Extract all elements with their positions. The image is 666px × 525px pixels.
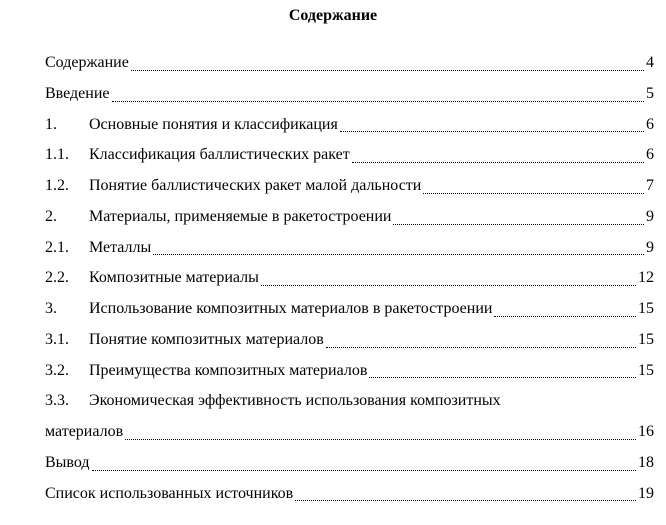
toc-entry-page: 15: [638, 361, 654, 379]
toc-entry-number: 2.1.: [45, 238, 69, 256]
toc-entry-number: 1.2.: [45, 177, 69, 194]
toc-entry-page: 12: [638, 269, 654, 287]
toc-entry-page: 16: [638, 423, 654, 440]
toc-entry-number: 3.2.: [45, 361, 69, 379]
toc-entry-page: 19: [638, 484, 654, 502]
toc-entry-3-1[interactable]: [45, 327, 654, 358]
toc-entry-label-continued: материалов: [45, 423, 124, 440]
toc-entry-contents[interactable]: [45, 50, 654, 81]
toc-entry-number: 1.: [45, 115, 57, 133]
dot-leader: [494, 315, 636, 317]
toc-entry-label: Использование композитных материалов в ракетостроении: [89, 300, 493, 317]
dot-leader: [153, 253, 644, 255]
toc-entry-number: 3.: [45, 300, 57, 317]
dot-leader: [131, 69, 644, 71]
toc-entry-3-2[interactable]: [45, 358, 654, 389]
toc-entry-label: Металлы: [89, 238, 152, 256]
toc-entry-page: 7: [646, 177, 654, 194]
toc-entry-label: Преимущества композитных материалов: [89, 361, 368, 379]
toc-entry-label: Введение: [45, 84, 110, 102]
dot-leader: [423, 192, 644, 194]
toc-entry-2-2[interactable]: [45, 265, 654, 296]
toc-entry-page: 6: [646, 115, 654, 133]
toc-entry-label: Список использованных источников: [45, 484, 294, 502]
toc-entry-number: 3.1.: [45, 330, 69, 348]
toc-entry-label: Материалы, применяемые в ракетостроении: [89, 207, 392, 225]
toc-entry-page: 9: [646, 207, 654, 225]
toc-entry-page: 18: [638, 453, 654, 471]
toc-entry-label: Экономическая эффективность использования композитных: [89, 392, 501, 410]
toc-entry-number: 1.1.: [45, 146, 69, 164]
toc-entry-page: 5: [646, 84, 654, 102]
toc-entry-page: 6: [646, 146, 654, 164]
toc-entry-conclusion[interactable]: [45, 450, 654, 481]
toc-entry-label: Классификация баллистических ракет: [89, 146, 350, 164]
dot-leader: [125, 438, 636, 440]
dot-leader: [340, 130, 644, 132]
dot-leader: [326, 346, 636, 348]
toc-entry-3[interactable]: [45, 296, 654, 327]
toc-entry-1-1[interactable]: [45, 142, 654, 173]
toc-entry-label: Основные понятия и классификация: [89, 115, 338, 133]
toc-entry-label: Понятие композитных материалов: [89, 330, 324, 348]
toc-title: Содержание: [288, 7, 378, 24]
dot-leader: [261, 284, 636, 286]
toc-entry-1-2[interactable]: [45, 173, 654, 204]
toc-entry-references[interactable]: [45, 481, 654, 512]
dot-leader: [112, 100, 645, 102]
dot-leader: [369, 376, 636, 378]
dot-leader: [295, 499, 636, 501]
toc-entry-page: 9: [646, 238, 654, 256]
toc-entry-label: Понятие баллистических ракет малой дальности: [89, 177, 422, 194]
toc-entry-3-3[interactable]: [45, 388, 654, 419]
toc-entry-introduction[interactable]: [45, 81, 654, 112]
toc-entry-label: Композитные материалы: [89, 269, 259, 287]
dot-leader: [352, 161, 644, 163]
toc-entry-page: 15: [638, 300, 654, 317]
toc-entry-3-3-continued[interactable]: [45, 419, 654, 450]
toc-entry-label: Содержание: [45, 54, 129, 71]
toc-entry-number: 3.3.: [45, 392, 69, 410]
dot-leader: [393, 223, 644, 225]
toc-entry-1[interactable]: [45, 112, 654, 143]
toc-entry-page: 4: [646, 54, 654, 71]
table-of-contents: [45, 50, 654, 511]
toc-entry-number: 2.: [45, 207, 57, 225]
dot-leader: [92, 469, 636, 471]
toc-entry-2[interactable]: [45, 204, 654, 235]
toc-entry-2-1[interactable]: [45, 235, 654, 266]
toc-entry-page: 15: [638, 330, 654, 348]
toc-entry-number: 2.2.: [45, 269, 69, 287]
toc-entry-label: Вывод: [45, 453, 90, 471]
